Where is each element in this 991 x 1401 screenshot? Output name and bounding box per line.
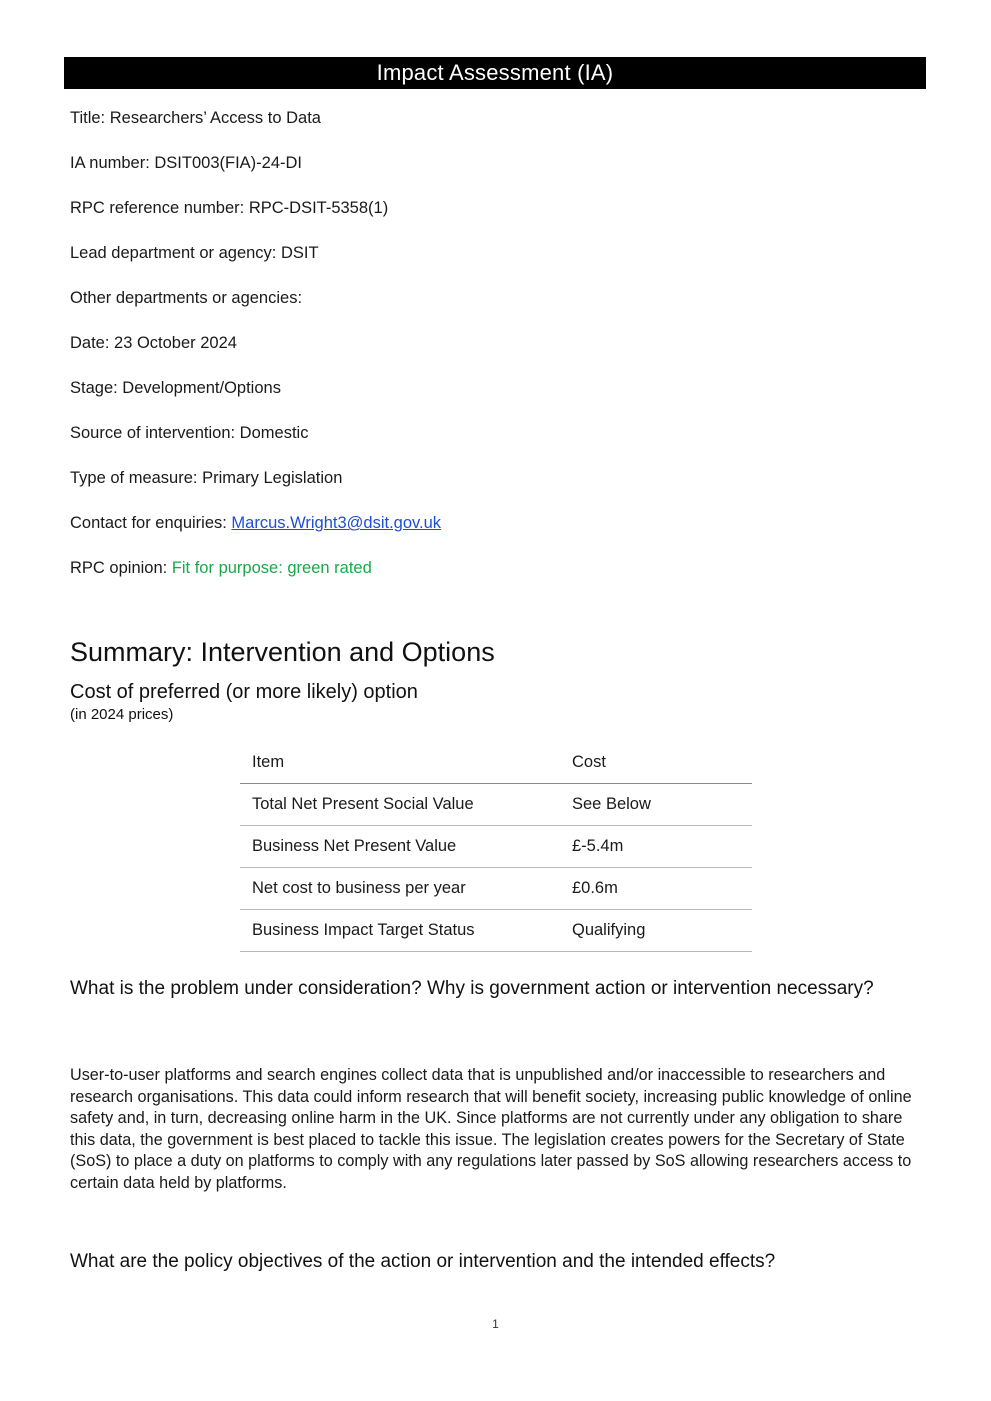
row-item: Business Impact Target Status — [240, 910, 572, 952]
meta-stage: Stage: Development/Options — [70, 379, 281, 397]
table-row — [240, 868, 752, 910]
cost-summary-table — [240, 742, 752, 952]
page-number: 1 — [492, 1317, 499, 1331]
table-row — [240, 784, 752, 826]
meta-source-of-intervention: Source of intervention: Domestic — [70, 424, 309, 442]
question-1-heading: What is the problem under consideration? Why is government action or intervention necessary? — [70, 978, 874, 999]
meta-other-departments: Other departments or agencies: — [70, 289, 303, 307]
meta-contact-label: Contact for enquiries: — [70, 514, 232, 532]
cost-heading: Cost of preferred (or more likely) option — [70, 681, 418, 703]
column-header-item: Item — [240, 742, 572, 784]
meta-ia-number: IA number: DSIT003(FIA)-24-DI — [70, 154, 302, 172]
row-item: Total Net Present Social Value — [240, 784, 572, 826]
row-cost: £0.6m — [572, 868, 752, 910]
meta-rpc-reference: RPC reference number: RPC-DSIT-5358(1) — [70, 199, 389, 217]
row-item: Net cost to business per year — [240, 868, 572, 910]
question-1-answer: User-to-user platforms and search engines collect data that is unpublished and/or inaccessible to researchers and research organisations. This data could inform research that will benefit society, increasing public knowledge of online safety and, in turn, decreasing online harm in the UK. Since platforms are not currently under any obligation to share this data, the government is best placed to tackle this issue. The legislation creates powers for the Secretary of State (SoS) to place a duty on platforms to comply with any regulations later passed by SoS allowing researchers access to certain data held by platforms. — [70, 1066, 912, 1192]
cost-heading-block — [70, 680, 770, 725]
table-header-row — [240, 742, 752, 784]
document-banner-title: Impact Assessment (IA) — [64, 57, 926, 89]
meta-rpc-opinion-label: RPC opinion: — [70, 559, 172, 577]
row-item: Business Net Present Value — [240, 826, 572, 868]
meta-type-of-measure: Type of measure: Primary Legislation — [70, 469, 343, 487]
meta-contact — [70, 513, 930, 533]
meta-lead-department: Lead department or agency: DSIT — [70, 244, 319, 262]
cost-table-body — [240, 742, 752, 952]
metadata-block — [70, 108, 930, 578]
question-2-heading: What are the policy objectives of the action or intervention and the intended effects? — [70, 1251, 776, 1272]
cost-subheading: (in 2024 prices) — [70, 706, 174, 723]
meta-title: Title: Researchers’ Access to Data — [70, 109, 321, 127]
table-row — [240, 826, 752, 868]
row-cost: Qualifying — [572, 910, 752, 952]
meta-rpc-opinion — [70, 558, 930, 578]
table-row — [240, 910, 752, 952]
rpc-opinion-status: Fit for purpose: green rated — [171, 559, 372, 577]
contact-email-link[interactable]: Marcus.Wright3@dsit.gov.uk — [231, 514, 442, 532]
row-cost: See Below — [572, 784, 752, 826]
summary-heading: Summary: Intervention and Options — [70, 637, 495, 668]
row-cost: £-5.4m — [572, 826, 752, 868]
column-header-cost: Cost — [572, 742, 752, 784]
meta-date: Date: 23 October 2024 — [70, 334, 237, 352]
